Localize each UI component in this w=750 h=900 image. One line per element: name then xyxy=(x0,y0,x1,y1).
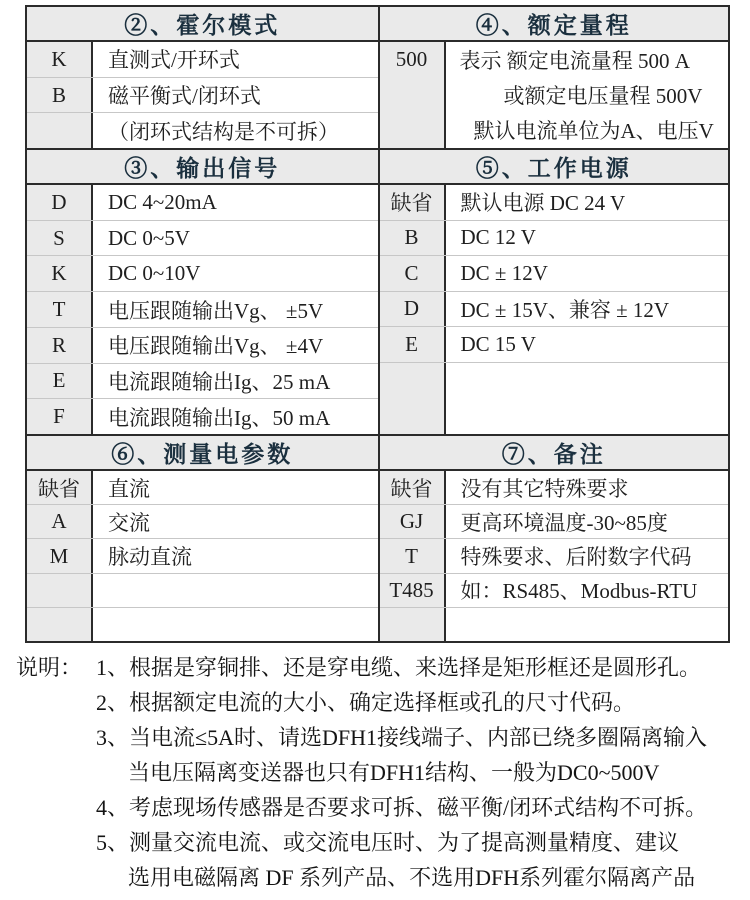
desc-cell xyxy=(446,608,729,641)
desc-cell: 磁平衡式/闭环式 xyxy=(108,84,261,108)
table-row xyxy=(380,185,729,221)
code-cell: F xyxy=(27,399,93,434)
code-cell: K xyxy=(27,256,93,291)
empty-row xyxy=(380,363,729,435)
table-row xyxy=(27,42,378,78)
table-row xyxy=(380,608,729,641)
section-body-remark xyxy=(380,471,729,641)
table-row xyxy=(380,574,729,608)
code-cell: D xyxy=(27,185,93,220)
note-line-4: 4、考虑现场传感器是否要求可拆、磁平衡/闭环式结构不可拆。 xyxy=(96,795,708,820)
desc-cell: 特殊要求、后附数字代码 xyxy=(460,545,692,569)
note-line-1: 1、根据是穿铜排、还是穿电缆、来选择是矩形框还是圆形孔。 xyxy=(96,655,702,680)
code-cell: K xyxy=(27,42,93,77)
table-row xyxy=(380,471,729,505)
code-cell xyxy=(380,363,446,435)
section-header-measured-param: ⑥、测量电参数 xyxy=(27,434,378,471)
note-line-5: 5、测量交流电流、或交流电压时、为了提高测量精度、建议 xyxy=(96,830,680,855)
desc-cell: 如：RS485、Modbus-RTU xyxy=(460,579,698,604)
desc-cell: DC ± 12V xyxy=(460,260,548,285)
table-row xyxy=(27,471,378,505)
code-cell: 缺省 xyxy=(380,185,446,220)
code-cell: B xyxy=(27,78,93,113)
table-row xyxy=(27,574,378,608)
section-header-remark: ⑦、备注 xyxy=(380,434,729,471)
code-cell: R xyxy=(27,328,93,363)
desc-cell xyxy=(93,608,378,641)
code-cell xyxy=(27,608,93,641)
code-cell: T xyxy=(380,539,446,572)
section-header-power-supply: ⑤、工作电源 xyxy=(380,148,729,185)
desc-cell: （闭环式结构是不可拆） xyxy=(108,119,339,144)
code-cell: E xyxy=(27,364,93,399)
desc-cell: 直测式/开环式 xyxy=(108,48,240,73)
section-header-output-signal: ③、输出信号 xyxy=(27,148,378,185)
desc-cell: DC 15 V xyxy=(460,331,536,356)
table-row xyxy=(27,505,378,539)
desc-cell: DC ± 15V、兼容 ± 12V xyxy=(460,297,670,322)
desc-cell: 电流跟随输出Ig、50 mA xyxy=(108,405,331,430)
code-cell xyxy=(27,113,93,148)
table-row xyxy=(27,113,378,148)
code-cell: M xyxy=(27,539,93,572)
table-row xyxy=(27,539,378,573)
table-right-column xyxy=(378,7,729,641)
desc-cell: 直流 xyxy=(108,476,150,501)
code-cell: B xyxy=(380,221,446,256)
table-row xyxy=(380,505,729,539)
table-row xyxy=(27,256,378,292)
section-header-rated-range: ④、额定量程 xyxy=(380,7,729,42)
desc-cell xyxy=(93,574,378,607)
table-row xyxy=(27,364,378,400)
table-row xyxy=(27,399,378,434)
code-cell: S xyxy=(27,221,93,256)
note-line-5-continued: 选用电磁隔离 DF 系列产品、不选用DFH系列霍尔隔离产品 xyxy=(128,865,696,890)
desc-cell: 脉动直流 xyxy=(108,545,192,569)
rated-range-line: 或额定电压量程 500V xyxy=(503,83,703,108)
table-row xyxy=(380,221,729,257)
note-line-2: 2、根据额定电流的大小、确定选择框或孔的尺寸代码。 xyxy=(96,690,636,715)
code-cell: GJ xyxy=(380,505,446,538)
desc-cell: 电流跟随输出Ig、25 mA xyxy=(108,369,331,394)
notes-label: 说明： xyxy=(16,655,83,680)
rated-range-line: 表示 额定电流量程 500 A xyxy=(459,48,690,73)
table-row xyxy=(380,256,729,292)
table-left-column xyxy=(27,7,378,641)
code-cell: E xyxy=(380,327,446,362)
table-row xyxy=(27,608,378,641)
code-cell: T xyxy=(27,292,93,327)
desc-cell: DC 12 V xyxy=(460,225,536,250)
section-body-power-supply xyxy=(380,185,729,434)
desc-cell: DC 0~10V xyxy=(108,261,201,286)
table-row xyxy=(27,328,378,364)
desc-cell: DC 0~5V xyxy=(108,225,190,250)
desc-cell: 没有其它特殊要求 xyxy=(460,476,629,501)
table-row xyxy=(27,78,378,114)
code-cell xyxy=(27,574,93,607)
desc-cell: 交流 xyxy=(108,510,150,535)
table-row xyxy=(380,539,729,573)
desc-cell: 电压跟随输出Vg、 ±5V xyxy=(108,298,324,323)
desc-cell: 电压跟随输出Vg、 ±4V xyxy=(108,334,324,359)
section-body-measured-param xyxy=(27,471,378,641)
code-cell: D xyxy=(380,292,446,327)
section-body-hall-mode xyxy=(27,42,378,148)
note-line-3: 3、当电流≤5A时、请选DFH1接线端子、内部已绕多圈隔离输入 xyxy=(96,725,707,750)
table-row xyxy=(380,327,729,363)
section-header-hall-mode: ②、霍尔模式 xyxy=(27,7,378,42)
section-body-output-signal xyxy=(27,185,378,434)
table-row xyxy=(380,292,729,328)
notes-list xyxy=(96,650,740,895)
table-row xyxy=(27,221,378,257)
code-cell: 缺省 xyxy=(27,471,93,504)
code-cell: C xyxy=(380,256,446,291)
section-body-rated-range xyxy=(380,42,729,148)
rated-range-text xyxy=(446,42,729,148)
code-cell: T485 xyxy=(380,574,446,607)
code-cell: A xyxy=(27,505,93,538)
desc-cell xyxy=(446,363,729,435)
desc-cell: 默认电源 DC 24 V xyxy=(460,191,626,216)
code-cell xyxy=(380,608,446,641)
table-row xyxy=(27,292,378,328)
note-line-3-continued: 当电压隔离变送器也只有DFH1结构、一般为DC0~500V xyxy=(128,760,660,785)
desc-cell: 更高环境温度-30~85度 xyxy=(460,510,668,535)
code-cell: 缺省 xyxy=(380,471,446,504)
desc-cell: DC 4~20mA xyxy=(108,189,217,214)
code-cell: 500 xyxy=(380,42,446,148)
rated-range-line: 默认电流单位为A、电压V xyxy=(473,119,714,144)
model-code-table xyxy=(25,5,730,643)
table-row xyxy=(27,185,378,221)
notes-block xyxy=(16,650,740,895)
